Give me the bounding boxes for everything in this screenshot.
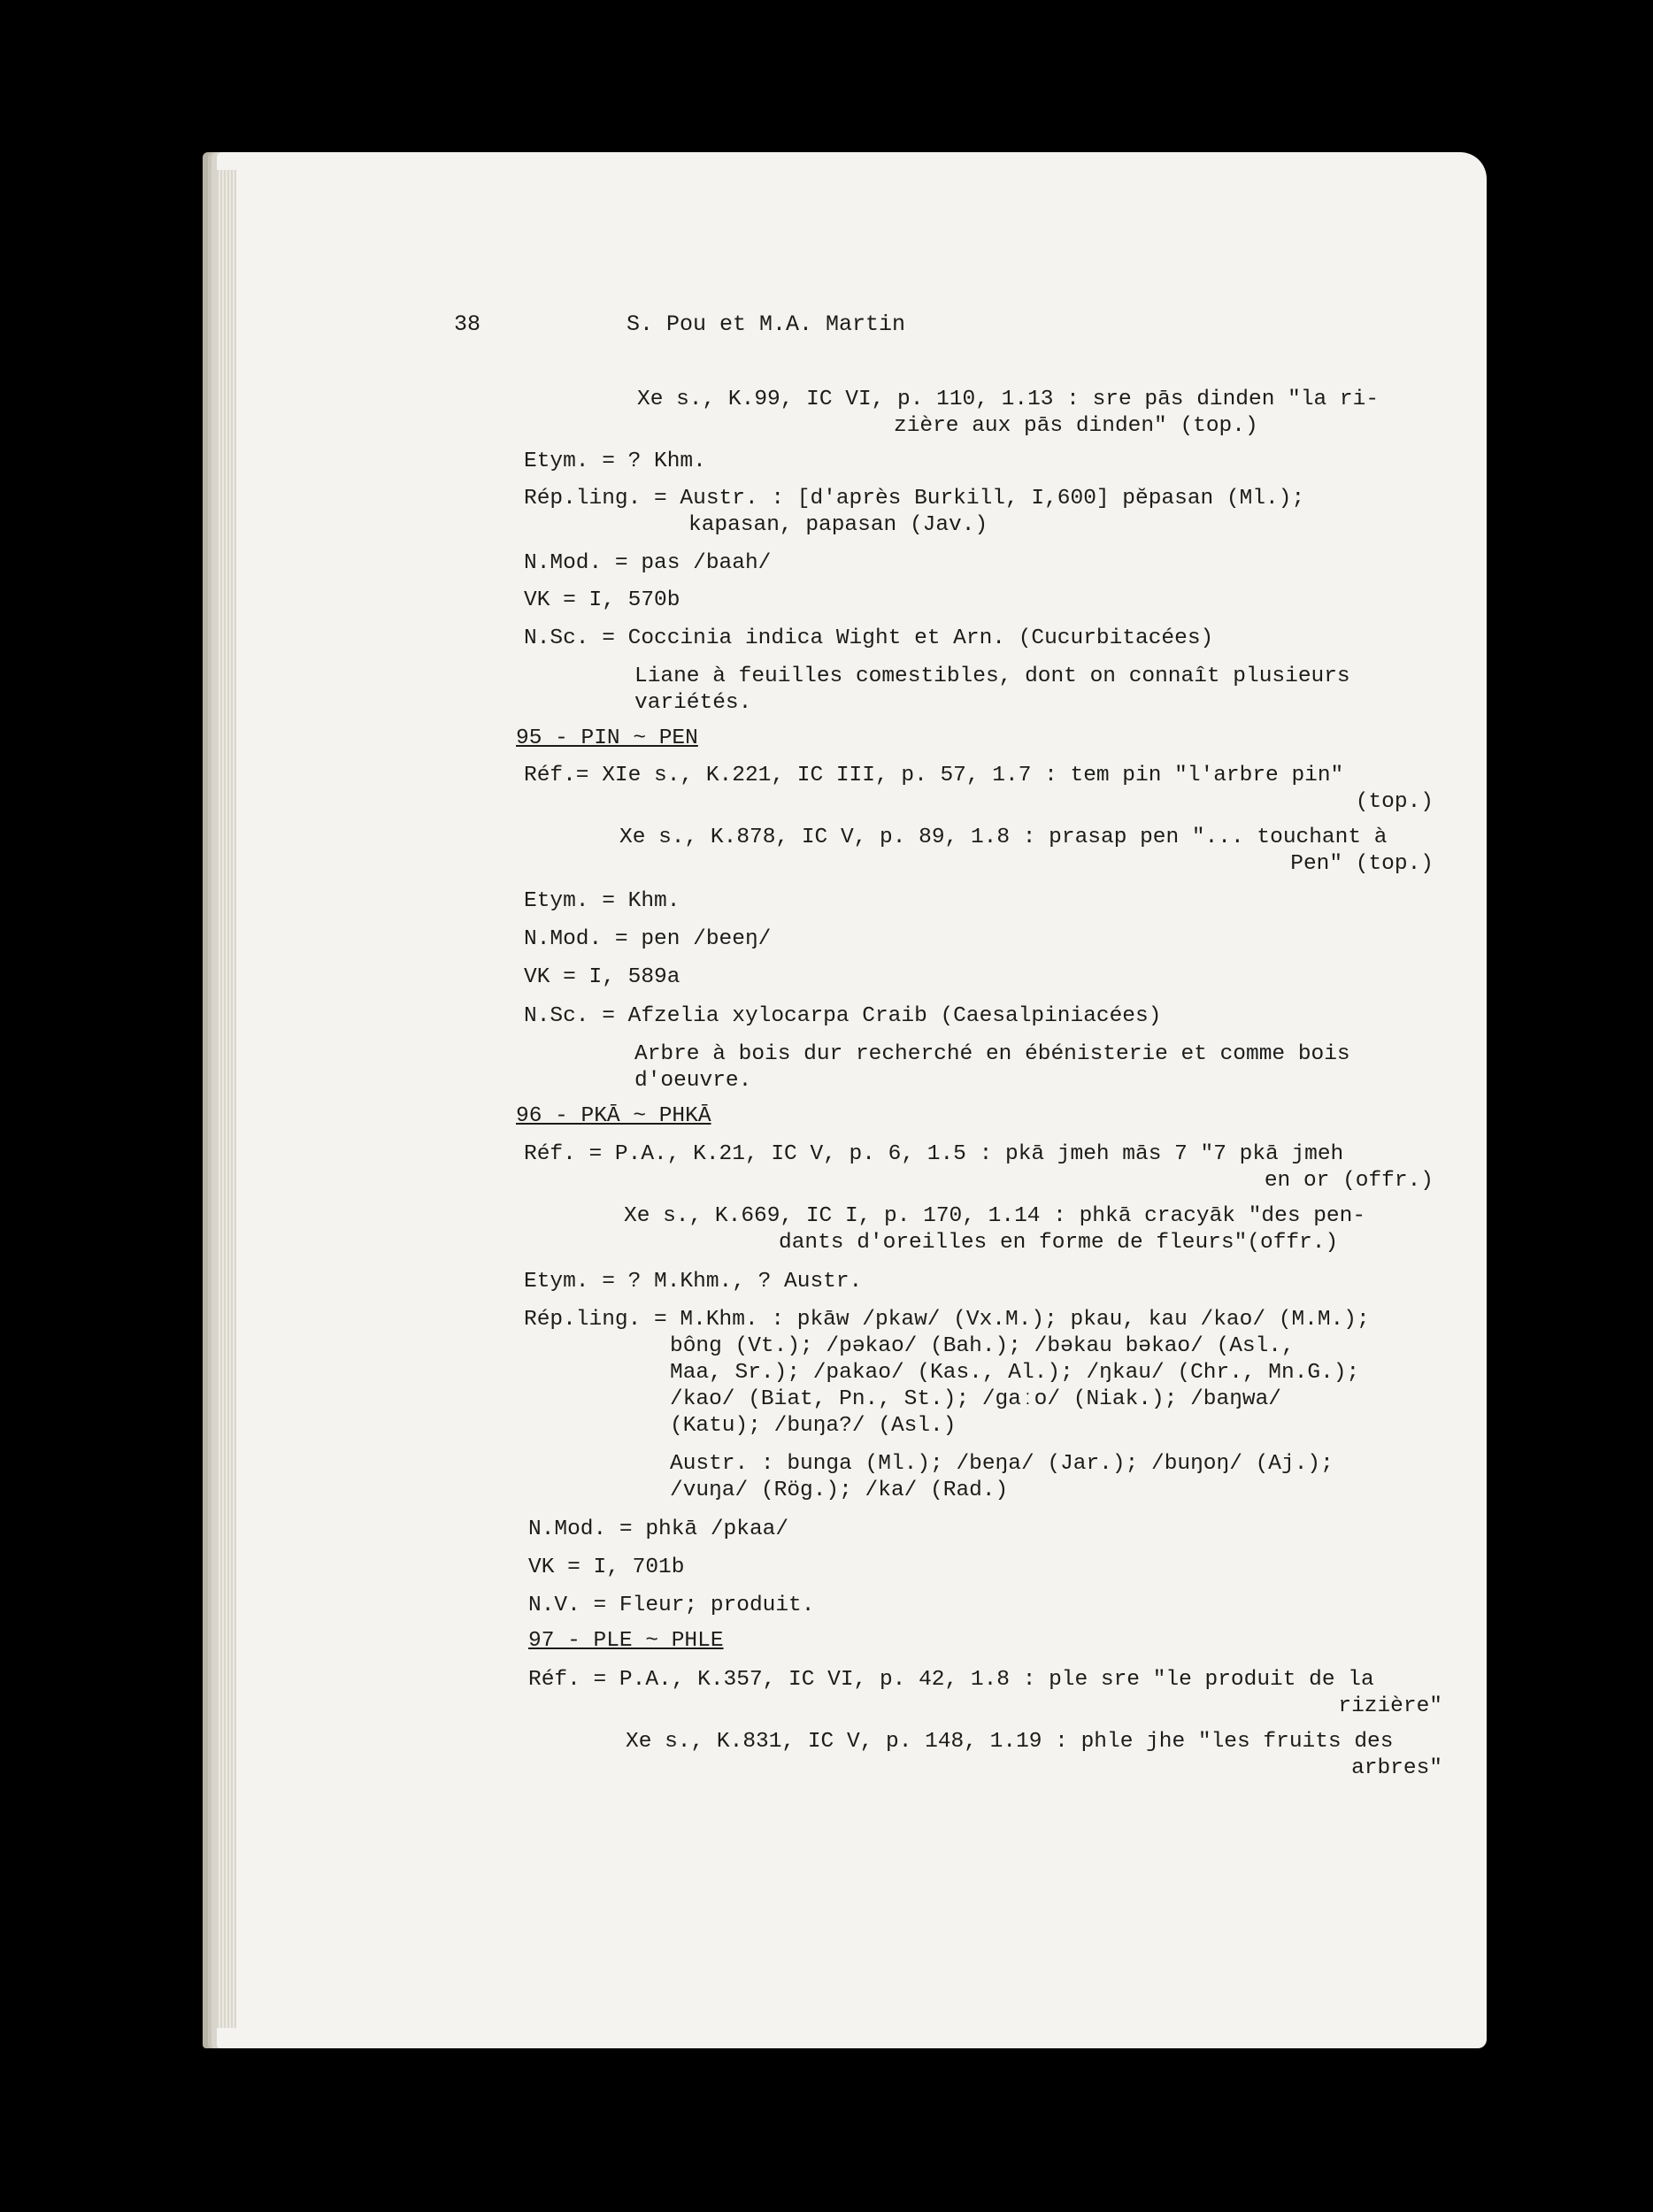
- book-page: [217, 152, 1487, 2048]
- text-line: Pen" (top.): [1290, 852, 1434, 876]
- text-line: VK = I, 570b: [524, 588, 680, 612]
- text-line: d'oeuvre.: [634, 1069, 752, 1093]
- text-line: Réf.= XIe s., K.221, IC III, p. 57, 1.7 : tem pin "l'arbre pin": [524, 764, 1344, 787]
- text-line: /kao/ (Biat, Pn., St.); /gaːo/ (Niak.); /baŋwa/: [670, 1387, 1282, 1411]
- text-line: N.Mod. = pen /beeŋ/: [524, 927, 772, 951]
- text-line: Réf. = P.A., K.21, IC V, p. 6, 1.5 : pkā jmeh mās 7 "7 pkā jmeh: [524, 1142, 1344, 1166]
- text-line: kapasan, papasan (Jav.): [688, 513, 988, 537]
- text-line: Liane à feuilles comestibles, dont on connaît plusieurs: [634, 664, 1350, 688]
- page-text: [217, 152, 1487, 2048]
- running-header: S. Pou et M.A. Martin: [627, 311, 906, 337]
- entry-heading: 96 - PKĀ ~ PHKĀ: [516, 1104, 711, 1128]
- text-line: Xe s., K.878, IC V, p. 89, 1.8 : prasap pen "... touchant à: [619, 826, 1388, 849]
- text-line: Rép.ling. = Austr. : [d'après Burkill, I,600] pĕpasan (Ml.);: [524, 487, 1305, 511]
- text-line: VK = I, 589a: [524, 965, 680, 989]
- text-line: (top.): [1355, 790, 1434, 814]
- text-line: /vuŋa/ (Rög.); /ka/ (Rad.): [670, 1479, 1009, 1502]
- text-line: arbres": [1351, 1756, 1442, 1780]
- text-line: variétés.: [634, 691, 752, 715]
- text-line: en or (offr.): [1264, 1169, 1434, 1193]
- page-number: 38: [454, 311, 481, 337]
- text-line: zière aux pās dinden" (top.): [894, 414, 1258, 438]
- text-line: Etym. = ? Khm.: [524, 449, 706, 473]
- text-line: rizière": [1338, 1694, 1442, 1718]
- text-line: Etym. = Khm.: [524, 889, 680, 913]
- text-line: Etym. = ? M.Khm., ? Austr.: [524, 1270, 863, 1294]
- entry-heading: 95 - PIN ~ PEN: [516, 726, 698, 750]
- text-line: Xe s., K.669, IC I, p. 170, 1.14 : phkā cracyāk "des pen-: [624, 1204, 1366, 1228]
- text-line: Réf. = P.A., K.357, IC VI, p. 42, 1.8 : ple sre "le produit de la: [528, 1668, 1374, 1692]
- text-line: dants d'oreilles en forme de fleurs"(offr.): [779, 1231, 1339, 1255]
- text-line: Austr. : bunga (Ml.); /beŋa/ (Jar.); /buŋoŋ/ (Aj.);: [670, 1452, 1334, 1476]
- text-line: N.Sc. = Afzelia xylocarpa Craib (Caesalpiniacées): [524, 1004, 1162, 1028]
- text-line: N.Mod. = pas /baah/: [524, 551, 772, 575]
- text-line: VK = I, 701b: [528, 1555, 685, 1579]
- text-line: N.Mod. = phkā /pkaa/: [528, 1517, 789, 1541]
- text-line: bông (Vt.); /pəkao/ (Bah.); /bəkau bəkao/ (Asl.,: [670, 1334, 1295, 1358]
- text-line: Arbre à bois dur recherché en ébénisterie et comme bois: [634, 1042, 1350, 1066]
- text-line: Maa, Sr.); /pakao/ (Kas., Al.); /ŋkau/ (Chr., Mn.G.);: [670, 1361, 1360, 1385]
- text-line: N.V. = Fleur; produit.: [528, 1594, 815, 1617]
- text-line: Xe s., K.831, IC V, p. 148, 1.19 : phle jhe "les fruits des: [626, 1730, 1394, 1754]
- entry-heading: 97 - PLE ~ PHLE: [528, 1629, 724, 1653]
- text-line: (Katu); /buŋa?/ (Asl.): [670, 1414, 957, 1438]
- text-line: Xe s., K.99, IC VI, p. 110, 1.13 : sre pās dinden "la ri-: [637, 388, 1380, 411]
- text-line: N.Sc. = Coccinia indica Wight et Arn. (Cucurbitacées): [524, 626, 1214, 650]
- text-line: Rép.ling. = M.Khm. : pkāw /pkaw/ (Vx.M.); pkau, kau /kao/ (M.M.);: [524, 1308, 1370, 1332]
